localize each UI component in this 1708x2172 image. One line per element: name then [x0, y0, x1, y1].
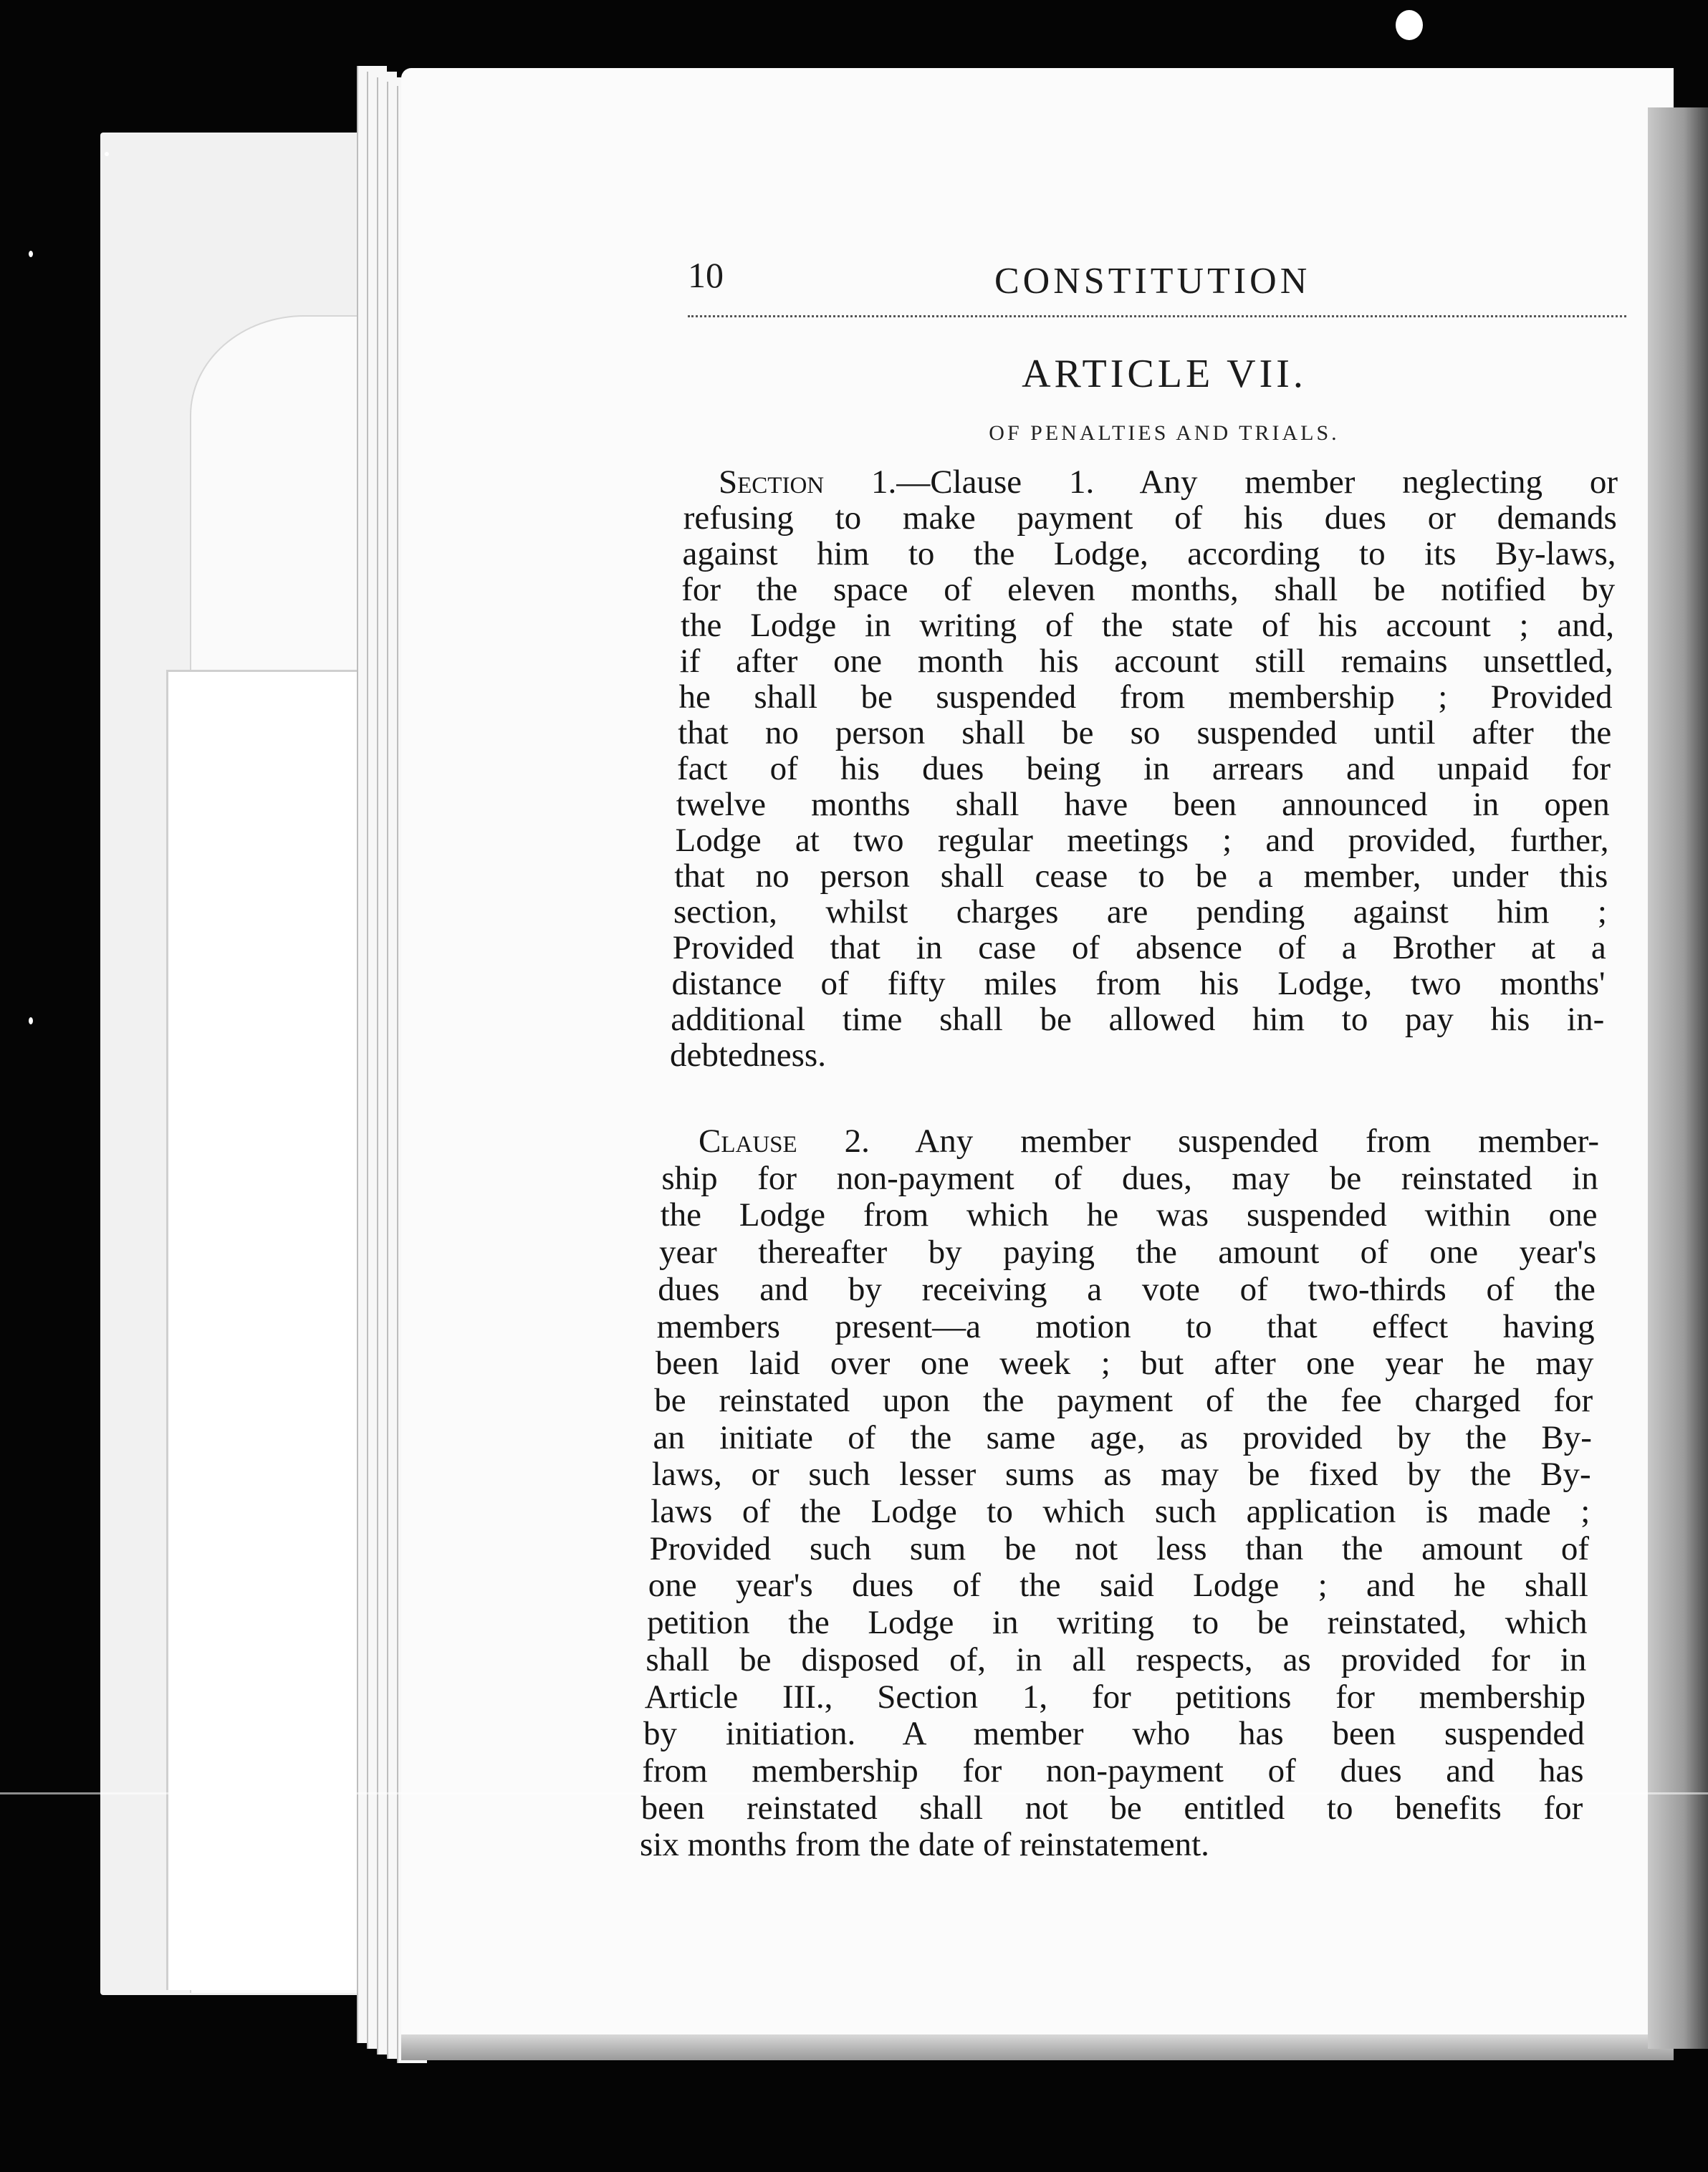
running-head	[688, 254, 1619, 312]
text-line: dues and by receiving a vote of two-thirds of the	[658, 1270, 1596, 1308]
article-heading: ARTICLE VII.	[1022, 352, 1307, 396]
text-line: refusing to make payment of his dues or demands	[683, 499, 1617, 537]
text-line: that no person shall be so suspended until after the	[678, 714, 1612, 751]
line-text: 1.—Clause 1. Any member neglecting or	[824, 463, 1618, 501]
text-line: section, whilst charges are pending against him ;	[673, 893, 1607, 931]
text-line: twelve months shall have been announced in open	[676, 786, 1610, 823]
text-line: an initiate of the same age, as provided by the By-	[653, 1418, 1592, 1456]
text-line: ship for non-payment of dues, may be reinstated in	[661, 1159, 1598, 1197]
page-right-shadow	[1648, 107, 1708, 2049]
text-line: Provided that in case of absence of a Brother at a	[672, 929, 1606, 966]
text-line: Lodge at two regular meetings ; and provided, further,	[675, 822, 1609, 859]
text-line: Article III., Section 1, for petitions for membership	[644, 1678, 1586, 1716]
text-line: distance of fifty miles from his Lodge, two months'	[671, 965, 1606, 1002]
scan-speck	[29, 1017, 33, 1024]
text-line: been laid over one week ; but after one year he may	[655, 1345, 1594, 1383]
text-line: petition the Lodge in writing to be reinstated, which	[647, 1604, 1588, 1642]
page-bottom-shadow	[401, 2034, 1674, 2060]
lead-smallcaps: Clause	[699, 1123, 797, 1160]
text-line: if after one month his account still remains unsettled,	[679, 643, 1613, 680]
text-line: year thereafter by paying the amount of one year's	[658, 1234, 1597, 1272]
lead-smallcaps: Section	[719, 463, 825, 501]
text-line: the Lodge from which he was suspended within one	[660, 1196, 1598, 1234]
text-line: been reinstated shall not be entitled to benefits for	[640, 1789, 1583, 1827]
scan-speck	[29, 251, 33, 257]
page-number: 10	[688, 255, 724, 295]
running-title: CONSTITUTION	[994, 261, 1311, 302]
text-line	[719, 464, 1618, 501]
text-line: six months from the date of reinstatement.	[640, 1826, 1209, 1864]
header-rule	[688, 315, 1626, 317]
text-line	[699, 1123, 1599, 1161]
text-line: against him to the Lodge, according to its By-laws,	[682, 535, 1616, 572]
text-line: the Lodge in writing of the state of his account ; and,	[681, 607, 1614, 644]
text-line: members present—a motion to that effect having	[656, 1307, 1595, 1345]
text-line: Provided such sum be not less than the amount of	[649, 1529, 1590, 1567]
text-line: one year's dues of the said Lodge ; and he shall	[648, 1567, 1588, 1605]
text-line: he shall be suspended from membership ; Provided	[678, 678, 1613, 716]
text-line: be reinstated upon the payment of the fee charged for	[654, 1381, 1593, 1419]
article-subheading: OF PENALTIES AND TRIALS.	[989, 421, 1340, 445]
text-line: from membership for non-payment of dues and has	[642, 1751, 1584, 1789]
text-line: shall be disposed of, in all respects, as provided for in	[646, 1640, 1587, 1678]
text-line: that no person shall cease to be a member, under this	[674, 857, 1608, 895]
text-line: debtedness.	[670, 1037, 826, 1074]
scan-speck	[1396, 10, 1423, 40]
text-line: laws of the Lodge to which such application is made ;	[651, 1493, 1591, 1530]
line-text: 2. Any member suspended from member-	[797, 1123, 1599, 1160]
text-line: for the space of eleven months, shall be notified by	[681, 571, 1616, 608]
scan-speck	[105, 152, 109, 156]
text-line: additional time shall be allowed him to pay his in-	[671, 1001, 1605, 1038]
text-line: by initiation. A member who has been suspended	[643, 1715, 1585, 1753]
text-line: fact of his dues being in arrears and unpaid for	[677, 750, 1611, 787]
text-line: laws, or such lesser sums as may be fixed by the By-	[651, 1456, 1591, 1494]
